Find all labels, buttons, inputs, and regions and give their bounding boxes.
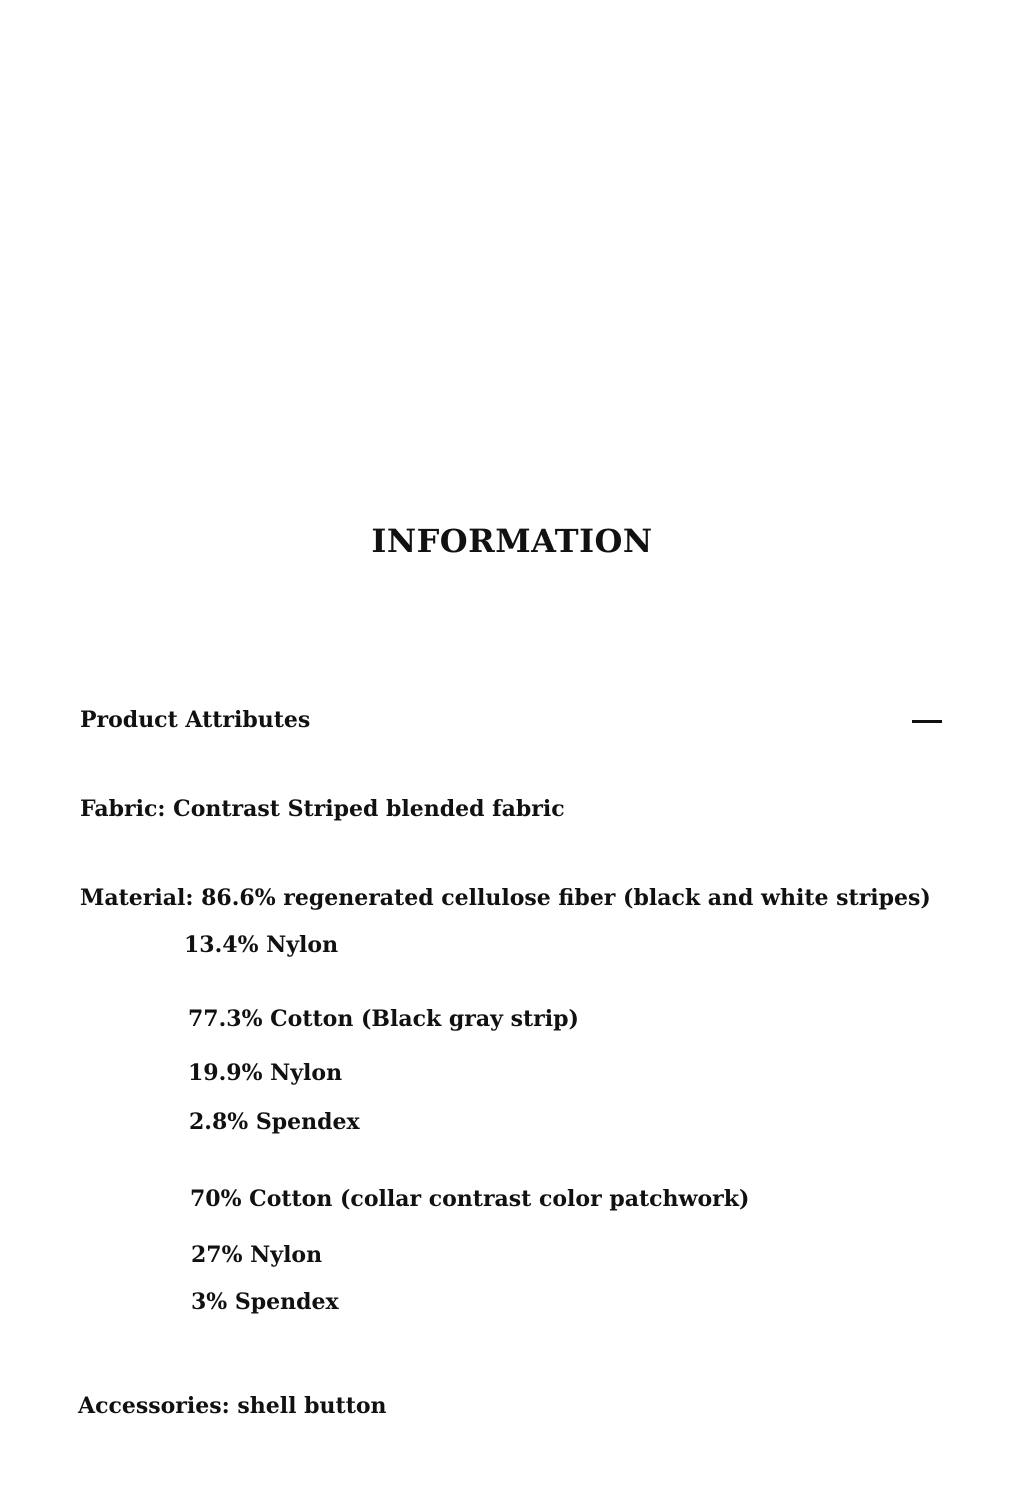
minus-icon[interactable] <box>912 720 942 723</box>
page-title: INFORMATION <box>371 522 653 560</box>
product-attributes-header[interactable] <box>80 707 944 739</box>
material-nylon-line-2: 19.9% Nylon <box>188 1060 343 1086</box>
material-nylon-line: 13.4% Nylon <box>184 932 339 958</box>
accessories-line: Accessories: shell button <box>78 1393 387 1419</box>
material-collar-spandex-line: 3% Spendex <box>191 1289 339 1315</box>
material-spandex-line: 2.8% Spendex <box>189 1109 360 1135</box>
fabric-line: Fabric: Contrast Striped blended fabric <box>80 796 565 822</box>
material-line: Material: 86.6% regenerated cellulose fiber (black and white stripes) <box>80 885 931 911</box>
material-collar-nylon-line: 27% Nylon <box>191 1242 323 1268</box>
section-title: Product Attributes <box>80 707 311 733</box>
material-cotton-line: 77.3% Cotton (Black gray strip) <box>188 1006 579 1032</box>
material-collar-cotton-line: 70% Cotton (collar contrast color patchwork) <box>190 1186 750 1212</box>
